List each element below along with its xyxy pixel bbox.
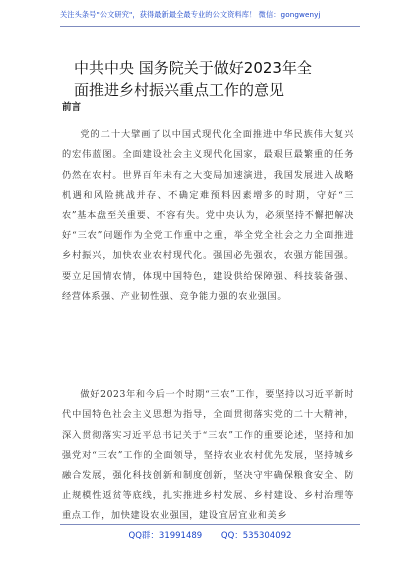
header-divider <box>60 26 360 27</box>
footer-divider <box>60 524 360 525</box>
header-banner: 关注头条号"公文研究"，获得最新最全最专业的公文资料库！ 微信：gongwenyj <box>60 10 321 19</box>
body-paragraph-1: 党的二十大擘画了以中国式现代化全面推进中华民族伟大复兴的宏伟蓝图。全面建设社会主义现代化国家，最艰巨最繁重的任务仍然在农村。世界百年未有之大变局加速演进，我国发展进入战略机遇和风险挑战并存、不确定难预料因素增多的时期，守好“三农”基本盘至关重要、不容有失。党中央认为，必须坚持不懈把解决好“三农”问题作为全党工作重中之重，举全党全社会之力全面推进乡村振兴，加快农业农村现代化。强国必先强农，农强方能国强。要立足国情农情，体现中国特色，建设供给保障强、科技装备强、经营体系强、产业韧性强、竞争能力强的农业强国。 <box>62 129 354 302</box>
title-line-1: 中共中央 国务院关于做好2023年全 <box>74 59 312 77</box>
title-line-2: 面推进乡村振兴重点工作的意见 <box>74 81 285 99</box>
document-title <box>74 57 374 101</box>
section-heading: 前言 <box>62 102 82 113</box>
body-paragraph-2: 做好2023年和今后一个时期“三农”工作，要坚持以习近平新时代中国特色社会主义思想为指导，全面贯彻落实党的二十大精神，深入贯彻落实习近平总书记关于“三农”工作的重要论述，坚持和加强党对“三农”工作的全面领导，坚持农业农村优先发展，坚持城乡融合发展，强化科技创新和制度创新，坚决守牢确保粮食安全、防止规模性返贫等底线，扎实推进乡村发展、乡村建设、乡村治理等重点工作，加快建设农业强国，建设宜居宜业和美乡 <box>62 389 354 522</box>
footer-qq: QQ：535304092 <box>220 531 292 541</box>
footer <box>60 529 360 541</box>
footer-qq-group: QQ群：31991489 <box>128 531 203 541</box>
